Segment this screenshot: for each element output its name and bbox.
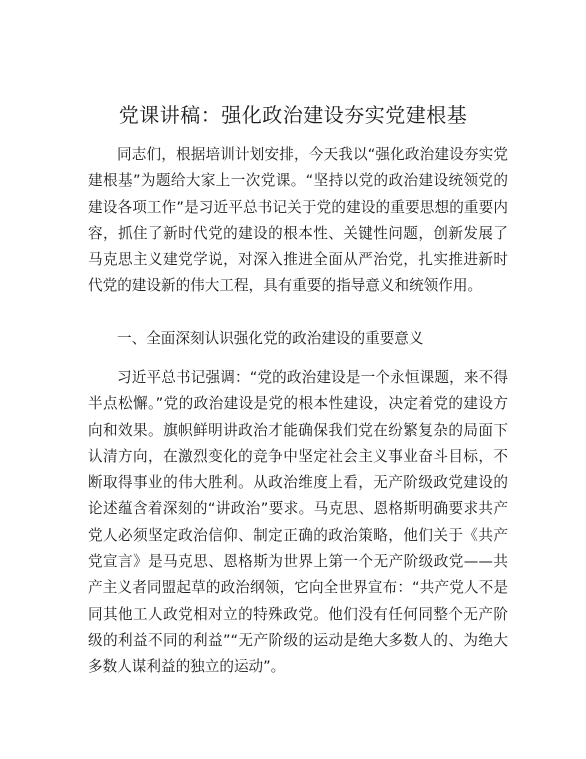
paragraph-intro: 同志们，根据培训计划安排，今天我以“强化政治建设夯实党建根基”为题给大家上一次党课。“坚持以党的政治建设统领党的建设各项工作”是习近平总书记关于党的建设的重要思想的重要内容，抓住了新时代党的建设的根本性、关键性问题，创新发展了马克思主义建党学说，对深入推进全面从严治党，扎实推进新时代党的建设新的伟大工程，具有重要的指导意义和统领作用。: [88, 146, 508, 295]
paragraph-body: 习近平总书记强调：“党的政治建设是一个永恒课题，来不得半点松懈。”党的政治建设是党的根本性建设，决定着党的建设方向和效果。旗帜鲜明讲政治才能确保我们党在纷繁复杂的局面下认清方向，在激烈变化的竞争中坚定社会主义事业奋斗目标，不断取得事业的伟大胜利。从政治维度上看，无产阶级政党建设的论述蕴含着深刻的“讲政治”要求。马克思、恩格斯明确要求共产党人必须坚定政治信仰、制定正确的政治策略，他们关于《共产党宣言》是马克思、恩格斯为世界上第一个无产阶级政党——共产主义者同盟起草的政治纲领，它向全世界宣布：“共产党人不是同其他工人政党相对立的特殊政党。他们没有任何同整个无产阶级的利益不同的利益”“无产阶级的运动是绝大多数人的、为绝大多数人谋利益的独立的运动”。: [88, 369, 508, 676]
document-title: 党课讲稿：强化政治建设夯实党建根基: [118, 103, 468, 127]
section-heading: 一、全面深刻认识强化党的政治建设的重要意义: [117, 330, 424, 347]
